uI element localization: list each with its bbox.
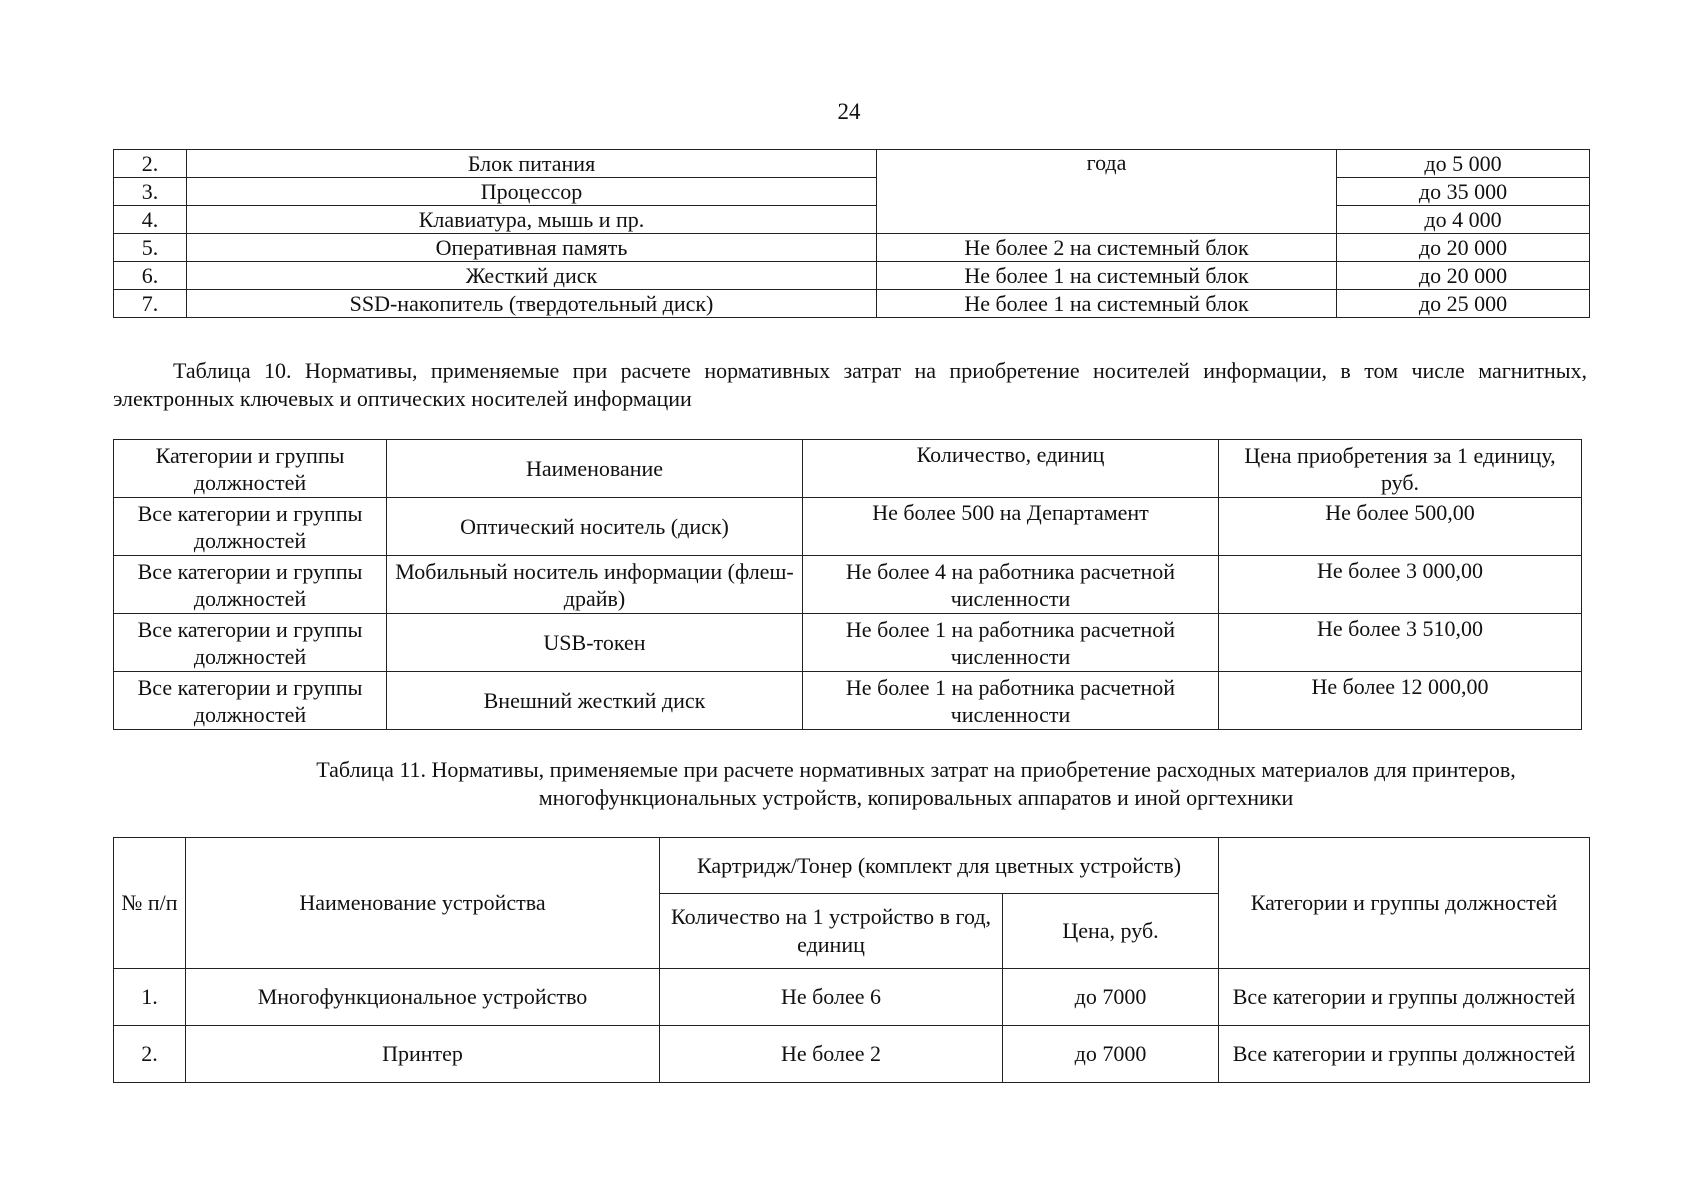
quantity-cell: Не более 2 на системный блок [877,234,1337,262]
row-number: 2. [114,1026,186,1083]
row-number: 3. [114,178,187,206]
price-cell: до 35 000 [1337,178,1590,206]
equipment-components-table [113,149,1590,318]
category-cell: Все категории и группы должностей [1219,969,1590,1026]
header-cartridge: Картридж/Тонер (комплект для цветных устройств) [660,838,1219,894]
category-cell: Все категории и группы должностей [114,614,387,672]
header-category: Категории и группы должностей [114,440,387,498]
table-row [114,614,1582,672]
header-price: Цена приобретения за 1 единицу, руб. [1219,440,1582,498]
component-name: Блок питания [187,150,877,178]
header-device: Наименование устройства [186,838,660,969]
name-cell: Мобильный носитель информации (флеш-драйв) [387,556,803,614]
storage-media-table [113,439,1582,730]
table-row [114,672,1582,730]
quantity-cell: года [877,150,1337,234]
price-cell: Не более 3 000,00 [1219,556,1582,614]
price-cell: Не более 3 510,00 [1219,614,1582,672]
price-cell: до 4 000 [1337,206,1590,234]
price-cell: до 5 000 [1337,150,1590,178]
table-header-row [114,440,1582,498]
component-name: SSD-накопитель (твердотельный диск) [187,290,877,318]
component-name: Процессор [187,178,877,206]
table-row [114,150,1590,178]
header-name: Наименование [387,440,803,498]
row-number: 6. [114,262,187,290]
price-cell: Не более 500,00 [1219,498,1582,556]
quantity-cell: Не более 1 на работника расчетной численности [803,672,1219,730]
row-number: 4. [114,206,187,234]
table-row [114,556,1582,614]
price-cell: до 25 000 [1337,290,1590,318]
category-cell: Все категории и группы должностей [1219,1026,1590,1083]
quantity-cell: Не более 4 на работника расчетной численности [803,556,1219,614]
row-number: 2. [114,150,187,178]
quantity-cell: Не более 1 на системный блок [877,262,1337,290]
price-cell: до 7000 [1003,1026,1219,1083]
table-row [114,1026,1590,1083]
table-row [114,969,1590,1026]
category-cell: Все категории и группы должностей [114,672,387,730]
header-quantity: Количество на 1 устройство в год, единиц [660,894,1003,969]
row-number: 7. [114,290,187,318]
table-row [114,498,1582,556]
price-cell: до 7000 [1003,969,1219,1026]
table-header-row [114,838,1590,894]
row-number: 5. [114,234,187,262]
price-cell: до 20 000 [1337,234,1590,262]
header-price: Цена, руб. [1003,894,1219,969]
quantity-cell: Не более 6 [660,969,1003,1026]
component-name: Жесткий диск [187,262,877,290]
quantity-cell: Не более 1 на системный блок [877,290,1337,318]
header-quantity: Количество, единиц [803,440,1219,498]
table-11-caption: Таблица 11. Нормативы, применяемые при расчете нормативных затрат на приобретение расходных материалов для принтеров, многофункциональных устройств, копировальных аппаратов и иной оргтехники [316,757,1516,810]
table-row [114,234,1590,262]
component-name: Оперативная память [187,234,877,262]
component-name: Клавиатура, мышь и пр. [187,206,877,234]
row-number: 1. [114,969,186,1026]
header-category: Категории и группы должностей [1219,838,1590,969]
quantity-cell: Не более 500 на Департамент [803,498,1219,556]
consumables-table [113,837,1590,1083]
device-cell: Принтер [186,1026,660,1083]
quantity-cell: Не более 2 [660,1026,1003,1083]
table-row [114,206,1590,234]
category-cell: Все категории и группы должностей [114,556,387,614]
name-cell: Оптический носитель (диск) [387,498,803,556]
price-cell: Не более 12 000,00 [1219,672,1582,730]
category-cell: Все категории и группы должностей [114,498,387,556]
name-cell: Внешний жесткий диск [387,672,803,730]
quantity-cell: Не более 1 на работника расчетной численности [803,614,1219,672]
table-row [114,178,1590,206]
name-cell: USB-токен [387,614,803,672]
header-number: № п/п [114,838,186,969]
table-row [114,290,1590,318]
table-10-caption: Таблица 10. Нормативы, применяемые при расчете нормативных затрат на приобретение носителей информации, в том числе магнитных, электронных ключевых и оптических носителей информации [113,358,1587,411]
price-cell: до 20 000 [1337,262,1590,290]
table-row [114,262,1590,290]
device-cell: Многофункциональное устройство [186,969,660,1026]
page-number: 24 [837,99,861,124]
